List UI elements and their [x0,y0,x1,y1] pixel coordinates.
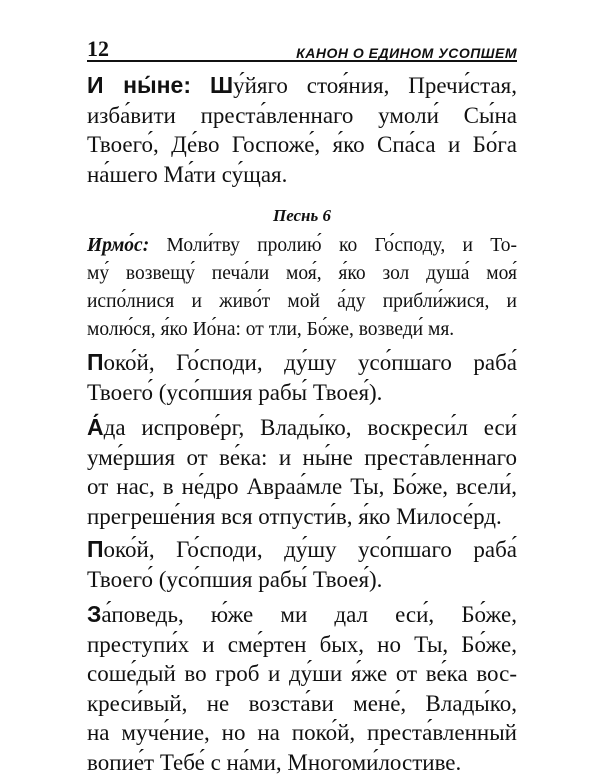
troparion-line: а́поведь, ю́же ми дал еси́, Бо́же, [101,602,517,627]
troparion-initial: З [87,601,101,627]
troparion-stanza [87,413,517,531]
refrain-line: Твоего́ (усо́пшия рабы́ Твоея́). [87,565,517,595]
troparion-initial: А́ [87,414,104,440]
theotokion-stanza [87,71,517,189]
ode-heading-wrap [87,206,517,226]
stanza-line: на́шего Ма́ти су́щая. [87,160,517,190]
refrain-line: око́й, Го́споди, ду́шу усо́пшаго раба́ [104,350,517,375]
irmos-stanza [87,232,517,344]
page-header [87,30,517,60]
troparion-line: от нас, в не́дро Авраа́мле Ты, Бо́же, всели́, [87,472,517,502]
stanza-line: Твоего́, Де́во Госпоже́, я́ко Спа́са и Бо́га [87,130,517,160]
refrain-line: Твоего́ (усо́пшия рабы́ Твоея́). [87,378,517,408]
troparion-line: прегреше́ния вся отпусти́в, я́ко Милосе́рд. [87,502,517,532]
troparion-line: соше́дый во гроб и ду́ши я́же от ве́ка вос- [87,659,517,689]
troparion-line: да испрове́рг, Влады́ко, воскреси́л еси́ [104,415,517,440]
header-rule [87,60,517,62]
irmos-line: испо́лнися и живо́т мой а́ду прибли́жися, и [87,288,517,316]
troparion-line: преступи́х и сме́ртен бых, но Ты, Бо́же, [87,630,517,660]
page-number: 12 [87,38,109,60]
stanza-line: у́йяго стоя́ния, Пречи́стая, [233,73,517,98]
page-body [87,66,517,777]
irmos-line: Моли́тву пролию́ ко Го́споду, и То- [149,235,517,256]
ode-heading: Песнь 6 [87,206,517,226]
irmos-line: му́ возвещу́ печа́ли моя́, я́ко зол душа́ моя́ [87,260,517,288]
refrain-initial: П [87,349,104,375]
irmos-line: молю́ся, я́ко Ио́на: от тли, Бо́же, возведи́ мя. [87,316,517,344]
stanza-initial: Ш [210,72,233,98]
refrain-line: око́й, Го́споди, ду́шу усо́пшаго раба́ [104,537,517,562]
troparion-line: на муче́ние, но на поко́й, преста́вленный [87,718,517,748]
refrain-initial: П [87,536,104,562]
troparion-line: креси́вый, не возста́ви мене́, Влады́ко, [87,689,517,719]
refrain-stanza [87,348,517,407]
irmos-label: Ирмо́с: [87,235,149,256]
stanza-lead: И ны́не: [87,72,191,98]
troparion-stanza [87,600,517,777]
troparion-line: вопие́т Тебе́ с на́ми, Многоми́лостиве. [87,748,517,777]
running-title: КАНОН О ЕДИНОМ УСОПШЕМ [296,46,517,60]
troparion-line: уме́ршия от ве́ка: и ны́не преста́вленнаго [87,443,517,473]
refrain-stanza [87,535,517,594]
stanza-line: изба́вити преста́вленнаго умоли́ Сы́на [87,101,517,131]
